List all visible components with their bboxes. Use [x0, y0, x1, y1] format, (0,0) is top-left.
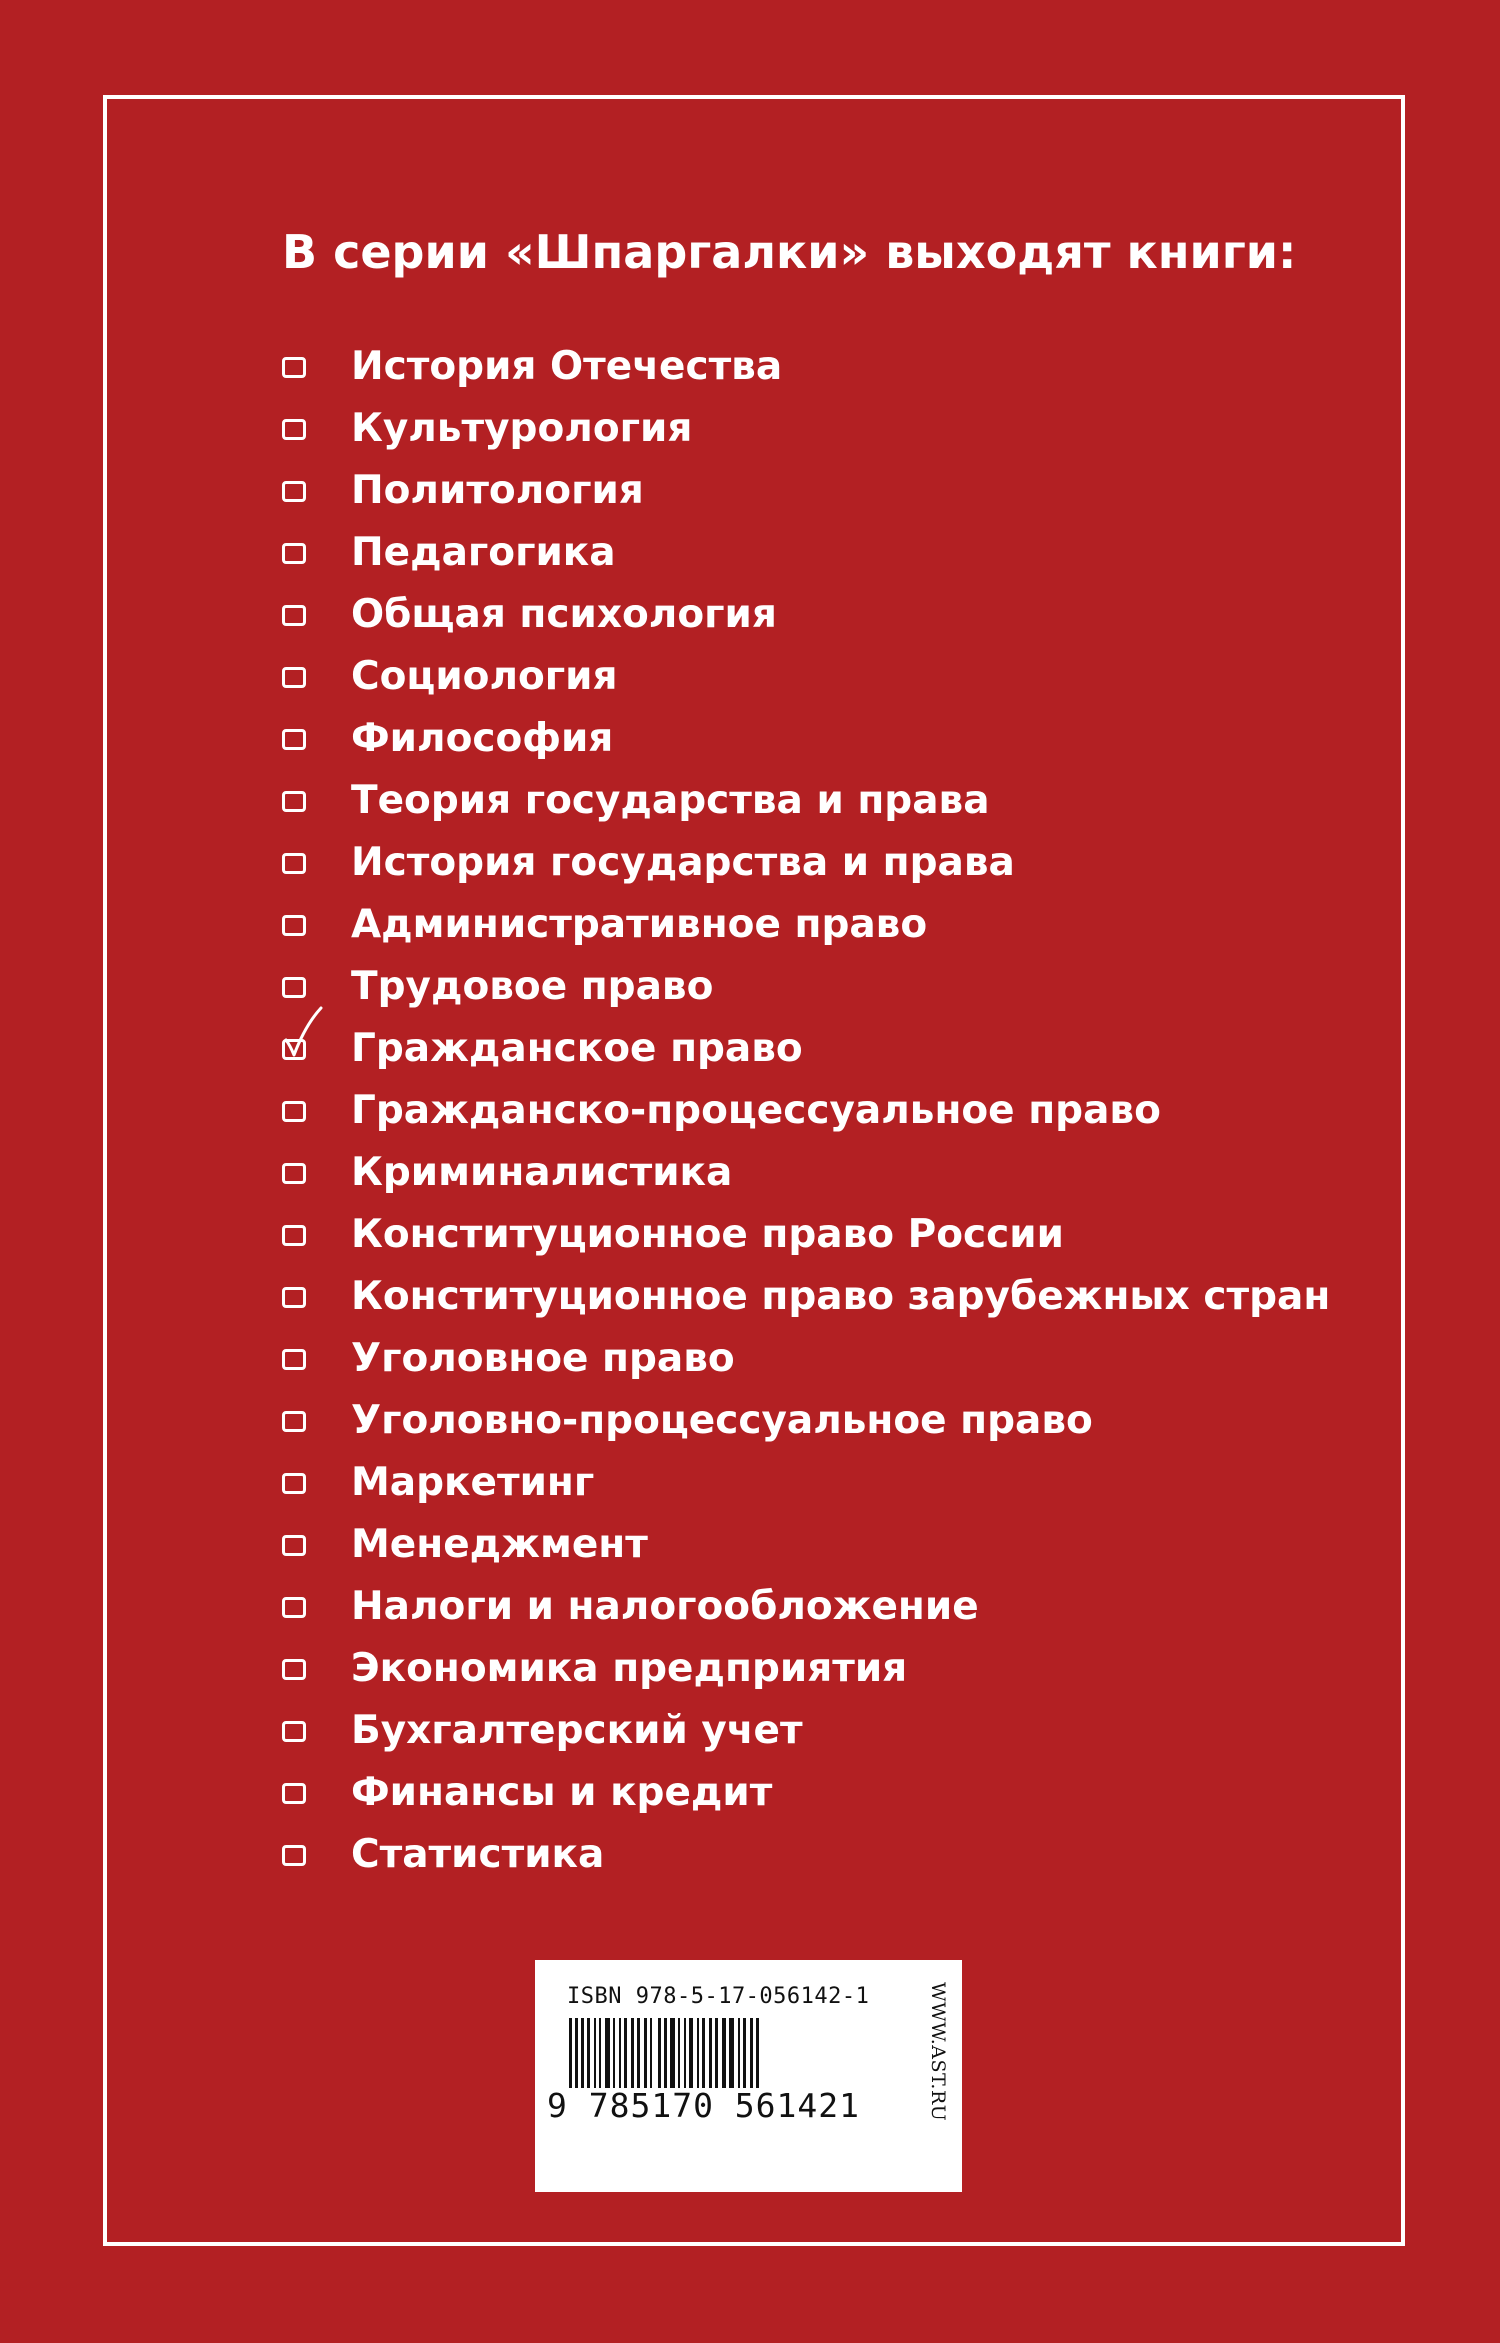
- barcode-bar: [575, 2018, 578, 2088]
- book-list-item: [282, 1142, 1330, 1204]
- barcode-bar: [689, 2018, 693, 2088]
- publisher-url: WWW.AST.RU: [927, 1982, 949, 2122]
- checkbox-icon: [282, 1783, 306, 1804]
- barcode-bar: [678, 2018, 680, 2088]
- checkbox-icon: [282, 1411, 306, 1432]
- book-list-item: [282, 1762, 1330, 1824]
- barcode-bar: [613, 2018, 615, 2088]
- checkbox-icon: [282, 853, 306, 874]
- checkbox-icon: [282, 1101, 306, 1122]
- book-list-item: [282, 1018, 1330, 1080]
- barcode-bar: [637, 2018, 640, 2088]
- barcode-bar: [569, 2018, 572, 2088]
- book-list-item: [282, 584, 1330, 646]
- book-title: История государства и права: [351, 840, 1015, 885]
- book-list-item: [282, 522, 1330, 584]
- book-list-item: [282, 460, 1330, 522]
- barcode-bar: [619, 2018, 621, 2088]
- book-title: История Отечества: [351, 344, 783, 389]
- book-list-item: [282, 956, 1330, 1018]
- barcode-bar: [624, 2018, 627, 2088]
- book-list: [282, 336, 1330, 1886]
- barcode-bar: [644, 2018, 647, 2088]
- barcode-bar: [729, 2018, 734, 2088]
- book-list-item: [282, 1452, 1330, 1514]
- barcode-bar: [750, 2018, 753, 2088]
- checkbox-icon: [282, 419, 306, 440]
- book-title: Административное право: [351, 902, 928, 947]
- book-title: Гражданское право: [351, 1026, 803, 1071]
- checkbox-icon: [282, 1287, 306, 1308]
- checkbox-icon: [282, 1225, 306, 1246]
- book-title: Конституционное право зарубежных стран: [351, 1274, 1331, 1319]
- book-title: Статистика: [351, 1832, 605, 1877]
- book-title: Культурология: [351, 406, 693, 451]
- book-title: Маркетинг: [351, 1460, 595, 1505]
- checkbox-icon: [282, 667, 306, 688]
- barcode-bar: [709, 2018, 712, 2088]
- book-title: Трудовое право: [351, 964, 714, 1009]
- checkbox-icon: [282, 481, 306, 502]
- checkbox-icon: [282, 1597, 306, 1618]
- series-heading: В серии «Шпаргалки» выходят книги:: [282, 225, 1297, 279]
- isbn-label: ISBN 978-5-17-056142-1: [567, 1984, 870, 2009]
- book-title: Уголовное право: [351, 1336, 735, 1381]
- book-list-item: [282, 1576, 1330, 1638]
- book-list-item: [282, 770, 1330, 832]
- checkbox-icon: [282, 1163, 306, 1184]
- book-title: Уголовно-процессуальное право: [351, 1398, 1093, 1443]
- barcode-bar: [581, 2018, 584, 2088]
- book-title: Криминалистика: [351, 1150, 733, 1195]
- barcode-bar: [670, 2018, 675, 2088]
- book-list-item: [282, 894, 1330, 956]
- book-title: Экономика предприятия: [351, 1646, 908, 1691]
- book-list-item: [282, 1390, 1330, 1452]
- barcode-digits: 9 785170 561421: [547, 2086, 861, 2125]
- checkbox-icon: [282, 543, 306, 564]
- barcode-panel: [535, 1960, 962, 2192]
- checkbox-icon: [282, 357, 306, 378]
- book-list-item: [282, 336, 1330, 398]
- book-list-item: [282, 398, 1330, 460]
- book-title: Бухгалтерский учет: [351, 1708, 803, 1753]
- barcode-bar: [684, 2018, 686, 2088]
- book-list-item: [282, 1824, 1330, 1886]
- book-title: Социология: [351, 654, 618, 699]
- checkbox-icon: [282, 605, 306, 626]
- checkbox-icon: [282, 1845, 306, 1866]
- checkbox-icon: [282, 1535, 306, 1556]
- checkbox-icon: [282, 729, 306, 750]
- book-title: Менеджмент: [351, 1522, 648, 1567]
- book-title: Политология: [351, 468, 644, 513]
- barcode-bar: [722, 2018, 726, 2088]
- barcode-bar: [594, 2018, 596, 2088]
- book-list-item: [282, 1080, 1330, 1142]
- book-list-item: [282, 1514, 1330, 1576]
- barcode-bar: [650, 2018, 652, 2088]
- checked-box-icon: [282, 1039, 306, 1060]
- book-list-item: [282, 1638, 1330, 1700]
- barcode-bar: [738, 2018, 740, 2088]
- barcode-bar: [605, 2018, 610, 2088]
- book-title: Гражданско-процессуальное право: [351, 1088, 1161, 1133]
- book-list-item: [282, 1700, 1330, 1762]
- checkbox-icon: [282, 1721, 306, 1742]
- barcode-bar: [715, 2018, 718, 2088]
- barcode-bar: [697, 2018, 699, 2088]
- barcode-bar: [756, 2018, 759, 2088]
- book-title: Конституционное право России: [351, 1212, 1064, 1257]
- book-title: Общая психология: [351, 592, 777, 637]
- checkmark-icon: [283, 1006, 323, 1058]
- book-list-item: [282, 1266, 1330, 1328]
- book-list-item: [282, 1204, 1330, 1266]
- book-title: Налоги и налогообложение: [351, 1584, 979, 1629]
- barcode-bar: [587, 2018, 590, 2088]
- barcode-bar: [658, 2018, 661, 2088]
- checkbox-icon: [282, 791, 306, 812]
- barcode-bar: [599, 2018, 601, 2088]
- checkbox-icon: [282, 1659, 306, 1680]
- checkbox-icon: [282, 977, 306, 998]
- barcode-bar: [702, 2018, 705, 2088]
- checkbox-icon: [282, 1349, 306, 1370]
- barcode-bars: [567, 2018, 917, 2088]
- book-list-item: [282, 1328, 1330, 1390]
- book-list-item: [282, 646, 1330, 708]
- book-title: Финансы и кредит: [351, 1770, 773, 1815]
- book-list-item: [282, 832, 1330, 894]
- checkbox-icon: [282, 1473, 306, 1494]
- book-title: Педагогика: [351, 530, 616, 575]
- book-title: Теория государства и права: [351, 778, 990, 823]
- book-title: Философия: [351, 716, 614, 761]
- checkbox-icon: [282, 915, 306, 936]
- barcode-bar: [631, 2018, 634, 2088]
- barcode-bar: [664, 2018, 667, 2088]
- barcode-bar: [743, 2018, 746, 2088]
- book-list-item: [282, 708, 1330, 770]
